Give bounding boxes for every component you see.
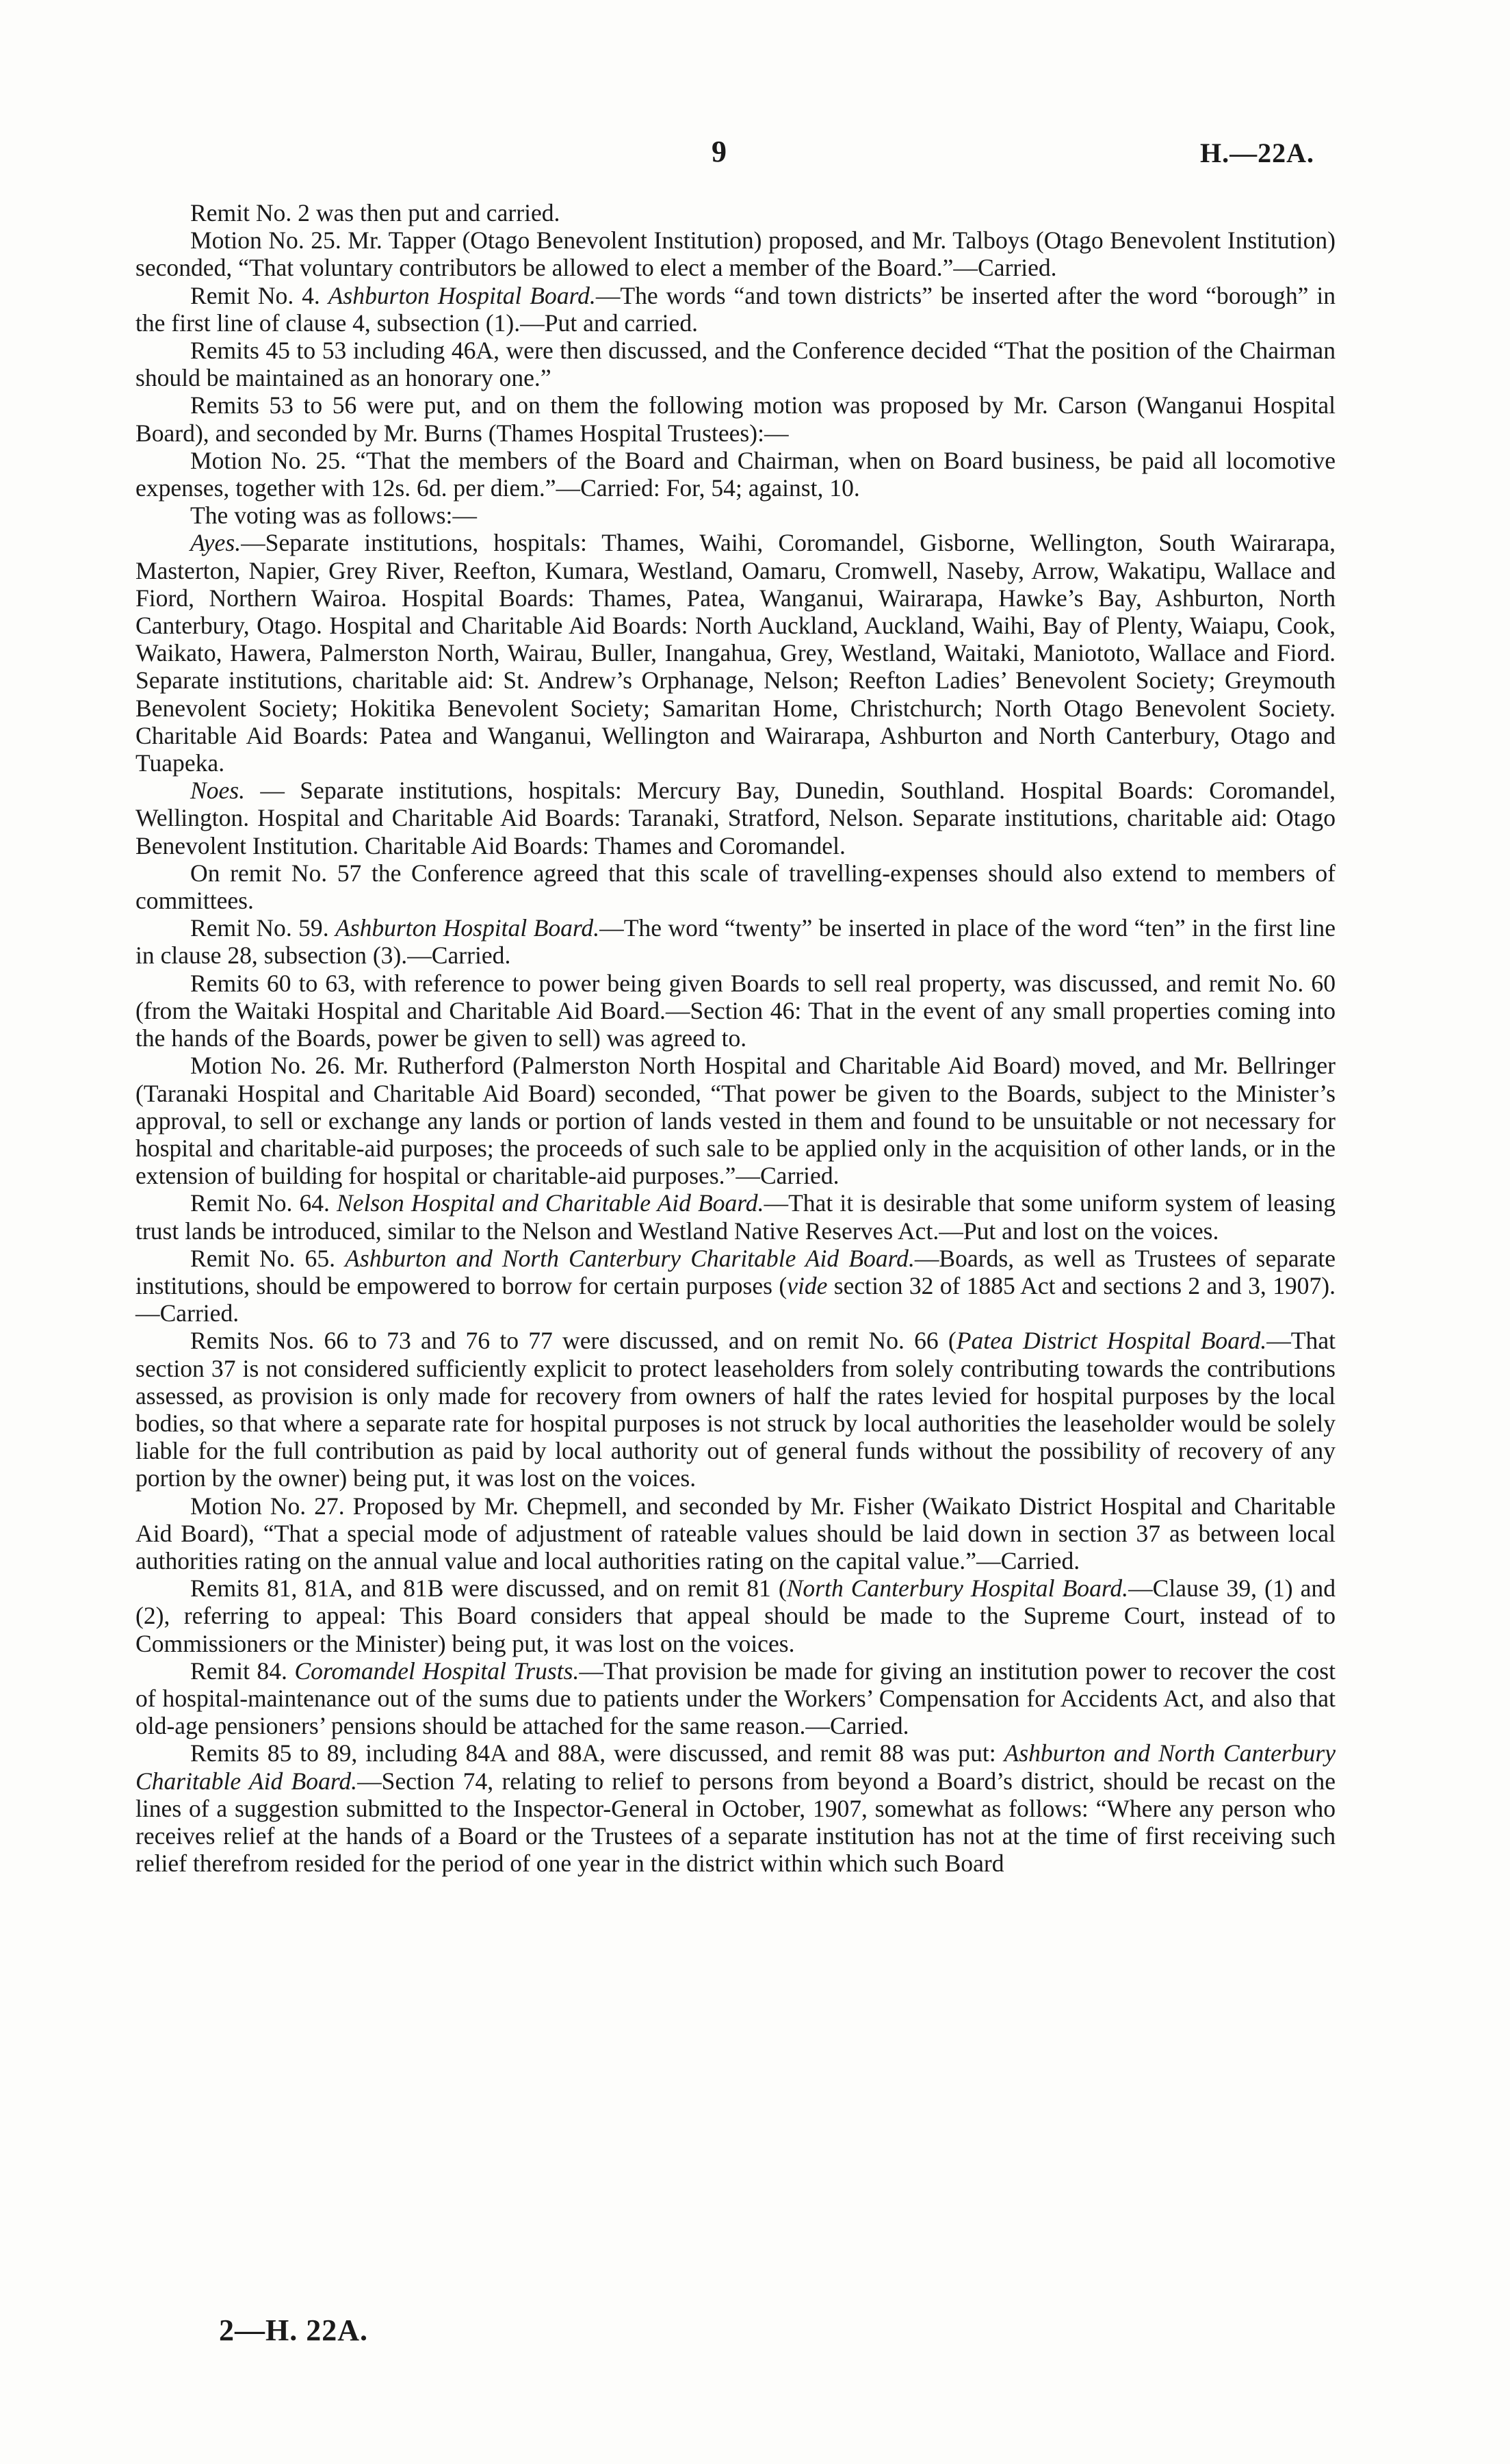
paragraph (135, 447, 1336, 502)
paragraph (135, 1492, 1336, 1575)
paragraph (135, 1245, 1336, 1327)
text-run: Remit 84. (190, 1657, 295, 1685)
paragraph (135, 777, 1336, 859)
paragraph (135, 199, 1336, 226)
text-run: Motion No. 27. Proposed by Mr. Chepmell, and seconded by Mr. Fisher (Waikato District Hospital and Charitable Aid Board), “That a special mode of adjustment of rateable values should be laid down in section 37 as between local authorities rating on the annual value and local authorities rating on the capital value.”—Carried. (135, 1492, 1336, 1574)
paragraph (135, 391, 1336, 446)
italic-run: Ashburton Hospital Board. (335, 914, 600, 942)
text-run: —That provision be made for giving an institution power to recover the cost of hospital-maintenance out of the sums due to patients under the Workers’ Compensation for Accidents Act, and also that old-age pensioners’ pensions should be attached for the same reason.—Carried. (135, 1657, 1336, 1740)
paragraph (135, 914, 1336, 969)
paragraph (135, 282, 1336, 337)
text-run: The voting was as follows:— (190, 502, 477, 530)
text-run: Remits 53 to 56 were put, and on them the following motion was proposed by Mr. Carson (Wanganui Hospital Board), and seconded by Mr. Burns (Thames Hospital Trustees):— (135, 391, 1336, 447)
text-run: Remits 60 to 63, with reference to power being given Boards to sell real property, was discussed, and remit No. 60 (from the Waitaki Hospital and Charitable Aid Board.—Section 46: That in the event of any small properties coming into the hands of the Boards, power be given to sell) was agreed to. (135, 969, 1336, 1052)
text-run: Remit No. 59. (190, 914, 335, 942)
text-run: —Section 74, relating to relief to persons from beyond a Board’s district, should be recast on the lines of a suggestion submitted to the Inspector-General in October, 1907, somewhat as follows: “Where any person who receives relief at the hands of a Board or the Trustees of a separate institution has not at the time of first receiving such relief therefrom resided for the period of one year in the district within which such Board (135, 1767, 1336, 1878)
text-run: Remits 85 to 89, including 84A and 88A, were discussed, and remit 88 was put: (190, 1739, 1004, 1767)
paragraph (135, 1574, 1336, 1657)
paragraph (135, 1327, 1336, 1492)
text-run: Remit No. 65. (190, 1244, 346, 1272)
italic-run: vide (787, 1271, 828, 1299)
text-run: section 32 of 1885 Act and sections 2 and 3, 1907).—Carried. (135, 1271, 1336, 1327)
paragraph (135, 1052, 1336, 1189)
paragraph (135, 502, 1336, 529)
italic-run: North Canterbury Hospital Board. (786, 1574, 1129, 1603)
paragraph (135, 1657, 1336, 1740)
paragraph (135, 529, 1336, 777)
text-run: Remit No. 64. (190, 1189, 337, 1217)
text-run: — Separate institutions, hospitals: Mercury Bay, Dunedin, Southland. Hospital Boards: Coromandel, Wellington. Hospital and Charitable Aid Boards: Taranaki, Stratford, Nelson. Separate institutions, charitable aid: Otago Benevolent Institution. Charitable Aid Boards: Thames and Coromandel. (135, 777, 1336, 859)
italic-run: Ayes. (190, 529, 242, 557)
paragraph (135, 859, 1336, 914)
text-run: On remit No. 57 the Conference agreed that this scale of travelling-expenses should also extend to members of committees. (135, 859, 1336, 915)
page-number: 9 (712, 135, 727, 168)
text-run: —The words “and town districts” be inserted after the word “borough” in the first line of clause 4, subsection (1).—Put and carried. (135, 281, 1336, 337)
paragraph (135, 1189, 1336, 1244)
text-run: —That section 37 is not considered sufficiently explicit to protect leaseholders from solely contributing towards the contributions assessed, as provision is only made for recovery from owners of half the rates levied for hospital purposes by the local bodies, so that where a separate rate for hospital purposes is not struck by local authorities the leaseholder would be solely liable for the full contribution as paid by local authority out of general funds without the possibility of recovery of any portion by the owner) being put, it was lost on the voices. (135, 1327, 1336, 1492)
text-run: Remit No. 4. (190, 281, 328, 309)
italic-run: Noes. (190, 777, 246, 805)
printer-signature: 2—H. 22A. (219, 2313, 368, 2347)
italic-run: Nelson Hospital and Charitable Aid Board. (336, 1189, 764, 1217)
text-run: Remits 81, 81A, and 81B were discussed, and on remit 81 ( (190, 1574, 787, 1603)
text-run: Motion No. 25. Mr. Tapper (Otago Benevolent Institution) proposed, and Mr. Talboys (Otago Benevolent Institution) seconded, “That voluntary contributors be allowed to elect a member of the Board.”—Carried. (135, 226, 1336, 282)
italic-run: Ashburton Hospital Board. (328, 281, 596, 309)
italic-run: Ashburton and North Canterbury Charitable Aid Board. (135, 1739, 1336, 1795)
text-run: Remit No. 2 was then put and carried. (190, 199, 560, 226)
italic-run: Patea District Hospital Board. (956, 1327, 1267, 1355)
document-reference: H.—22A. (1200, 138, 1314, 168)
text-run: Remits 45 to 53 including 46A, were then discussed, and the Conference decided “That the position of the Chairman should be maintained as an honorary one.” (135, 337, 1336, 392)
text-run: Motion No. 25. “That the members of the Board and Chairman, when on Board business, be paid all locomotive expenses, together with 12s. 6d. per diem.”—Carried: For, 54; against, 10. (135, 446, 1336, 502)
text-run: Remits Nos. 66 to 73 and 76 to 77 were discussed, and on remit No. 66 ( (190, 1327, 956, 1355)
paragraph (135, 1739, 1336, 1877)
paragraph (135, 337, 1336, 391)
text-run: —Clause 39, (1) and (2), referring to appeal: This Board considers that appeal should be made to the Supreme Court, instead of to Commissioners or the Minister) being put, it was lost on the voices. (135, 1574, 1336, 1657)
text-run: Motion No. 26. Mr. Rutherford (Palmerston North Hospital and Charitable Aid Board) moved, and Mr. Bellringer (Taranaki Hospital and Charitable Aid Board) seconded, “That power be given to the Boards, subject to the Minister’s approval, to sell or exchange any lands or portion of lands vested in them and found to be unsuitable or not necessary for hospital and charitable-aid purposes; the proceeds of such sale to be applied only in the acquisition of other lands, or in the extension of building for hospital or charitable-aid purposes.”—Carried. (135, 1052, 1336, 1190)
text-run: —Separate institutions, hospitals: Thames, Waihi, Coromandel, Gisborne, Wellington, South Wairarapa, Masterton, Napier, Grey River, Reefton, Kumara, Westland, Oamaru, Cromwell, Naseby, Arrow, Wakatipu, Wallace and Fiord, Northern Wairoa. Hospital Boards: Thames, Patea, Wanganui, Wairarapa, Hawke’s Bay, Ashburton, North Canterbury, Otago. Hospital and Charitable Aid Boards: North Auckland, Auckland, Waihi, Bay of Plenty, Waiapu, Cook, Waikato, Hawera, Palmerston North, Wairau, Buller, Inangahua, Grey, Westland, Waitaki, Maniototo, Wallace and Fiord. Separate institutions, charitable aid: St. Andrew’s Orphanage, Nelson; Reefton Ladies’ Benevolent Society; Greymouth Benevolent Society; Hokitika Benevolent Society; Samaritan Home, Christchurch; North Otago Benevolent Society. Charitable Aid Boards: Patea and Wanganui, Wellington and Wairarapa, Ashburton and North Canterbury, Otago and Tuapeka. (135, 529, 1336, 777)
body-text (135, 199, 1336, 1877)
italic-run: Coromandel Hospital Trusts. (294, 1657, 580, 1685)
paragraph (135, 970, 1336, 1052)
text-run: —The word “twenty” be inserted in place of the word “ten” in the first line in clause 28, subsection (3).—Carried. (135, 914, 1336, 970)
text-run: —Boards, as well as Trustees of separate institutions, should be empowered to borrow for certain purposes ( (135, 1244, 1336, 1299)
paragraph (135, 226, 1336, 281)
text-run: —That it is desirable that some uniform system of leasing trust lands be introduced, similar to the Nelson and Westland Native Reserves Act.—Put and lost on the voices. (135, 1189, 1336, 1245)
italic-run: Ashburton and North Canterbury Charitable Aid Board. (345, 1244, 915, 1272)
